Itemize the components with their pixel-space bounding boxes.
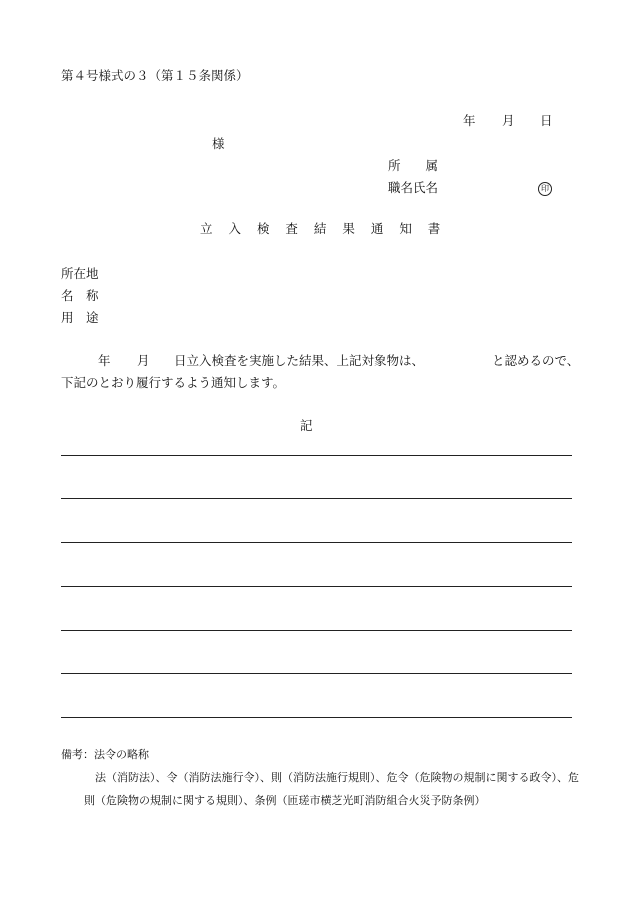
writing-line-4 bbox=[61, 586, 572, 587]
ki-heading: 記 bbox=[300, 418, 313, 433]
affiliation-label: 所 属 bbox=[388, 158, 439, 173]
document-title: 立 入 検 査 結 果 通 知 書 bbox=[200, 221, 447, 236]
seal-mark bbox=[538, 180, 552, 196]
field-name: 名 称 bbox=[61, 288, 99, 303]
body-year: 年 bbox=[98, 353, 111, 368]
writing-line-7 bbox=[61, 717, 572, 718]
date-day-label: 日 bbox=[540, 113, 553, 128]
remarks-line-2: 則（危険物の規制に関する規則）、条例（匝瑳市横芝光町消防組合火災予防条例） bbox=[84, 794, 486, 807]
writing-line-6 bbox=[61, 673, 572, 674]
body-month: 月 bbox=[137, 353, 150, 368]
remarks-line-1: 法（消防法）、令（消防法施行令）、則（消防法施行規則）、危令（危険物の規制に関する政令）、危 bbox=[95, 771, 579, 784]
writing-line-3 bbox=[61, 542, 572, 543]
body-text-1: 日立入検査を実施した結果、上記対象物は、 bbox=[174, 353, 425, 368]
body-text-2: 下記のとおり履行するよう通知します。 bbox=[61, 375, 286, 390]
writing-line-1 bbox=[61, 455, 572, 456]
date-month-label: 月 bbox=[502, 113, 515, 128]
writing-line-5 bbox=[61, 630, 572, 631]
body-text-1-end: と認めるので、 bbox=[492, 353, 580, 368]
date-year-label: 年 bbox=[463, 113, 476, 128]
field-usage: 用 途 bbox=[61, 310, 99, 325]
seal-icon: 印 bbox=[538, 182, 552, 196]
field-location: 所在地 bbox=[61, 266, 99, 281]
addressee-suffix: 様 bbox=[212, 136, 225, 151]
writing-line-2 bbox=[61, 498, 572, 499]
name-label: 職名氏名 bbox=[388, 180, 439, 195]
remarks-heading: 備考：法令の略称 bbox=[61, 748, 149, 761]
form-id: 第４号様式の３（第１５条関係） bbox=[61, 68, 249, 83]
